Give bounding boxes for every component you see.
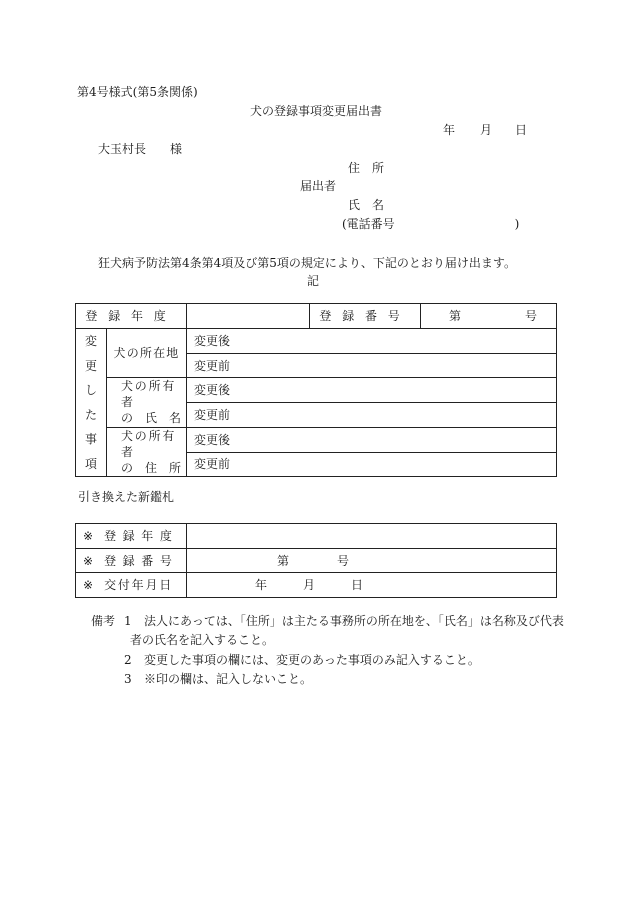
owner-address-after-input[interactable] (187, 427, 557, 452)
owner-address-label (107, 427, 187, 477)
issue-date-input[interactable] (187, 573, 557, 598)
reg-year-input[interactable] (187, 304, 310, 329)
remarks-label: 備考 (91, 614, 116, 628)
after-label: 変更後 (194, 432, 231, 447)
mark-asterisk: ※ (83, 553, 94, 568)
date-month-label: 月 (480, 123, 493, 137)
date-day-label: 日 (515, 123, 528, 137)
issue-date-label: 交付年月日 (104, 578, 174, 592)
owner-address-after-row (76, 427, 557, 452)
new-reg-number-label-cell (76, 549, 187, 573)
owner-name-label-line2: の 氏 名 (121, 411, 182, 426)
changed-items-char: 更 (84, 358, 97, 373)
before-label: 変更前 (194, 407, 231, 422)
issue-date-label-cell (76, 573, 187, 598)
new-reg-year-input[interactable] (187, 524, 557, 549)
owner-name-after-row (76, 378, 557, 403)
issue-year-label: 年 (255, 578, 268, 592)
number-dai: 第 (449, 309, 462, 323)
ki-marker: 記 (307, 274, 320, 288)
mark-asterisk: ※ (83, 578, 94, 592)
phone-label: (電話番号 ) (342, 217, 520, 231)
reg-year-label: 登録年度 (85, 309, 177, 323)
before-label: 変更前 (194, 358, 231, 373)
new-reg-number-label: 登録番号 (104, 553, 179, 568)
owner-address-label-line2: の 住 所 (121, 460, 182, 475)
remark-number: 2 (124, 653, 132, 667)
location-before-input[interactable] (187, 354, 557, 378)
location-after-row (76, 329, 557, 354)
registration-row (76, 304, 557, 329)
remark-text: 法人にあっては、「住所」は主たる事務所の所在地を、「氏名」は名称及び代表 (144, 614, 564, 628)
changed-items-char: た (84, 407, 97, 422)
mark-asterisk: ※ (83, 529, 94, 543)
number-dai: 第 (277, 553, 290, 568)
changed-items-char: し (84, 383, 97, 398)
reg-year-label-cell (76, 304, 187, 329)
issue-day-label: 日 (351, 578, 364, 592)
new-tag-heading: 引き換えた新鑑札 (78, 490, 175, 504)
after-label: 変更後 (194, 383, 231, 398)
before-label: 変更前 (194, 457, 231, 472)
owner-name-after-input[interactable] (187, 378, 557, 403)
date-year-label: 年 (443, 123, 456, 137)
number-go: 号 (337, 553, 350, 568)
new-reg-year-row (76, 524, 557, 549)
applicant-role-label: 届出者 (300, 179, 337, 193)
reg-number-label-cell (310, 304, 421, 329)
remark-number: 1 (124, 614, 132, 628)
addressee: 大玉村長 様 (98, 142, 183, 156)
changed-items-label (76, 329, 107, 477)
after-label: 変更後 (194, 334, 231, 348)
reg-number-input[interactable] (421, 304, 557, 329)
number-go: 号 (525, 309, 538, 323)
remark-number: 3 (124, 672, 132, 686)
owner-name-before-input[interactable] (187, 403, 557, 427)
document-title: 犬の登録事項変更届出書 (250, 104, 383, 118)
location-after-input[interactable] (187, 329, 557, 354)
new-reg-number-input[interactable] (187, 549, 557, 573)
statement: 狂犬病予防法第4条第4項及び第5項の規定により、下記のとおり届け出ます。 (98, 256, 516, 270)
new-reg-year-label-cell (76, 524, 187, 549)
remark-text-continued: 者の氏名を記入すること。 (130, 633, 275, 647)
form-reference: 第4号様式(第5条関係) (77, 85, 198, 99)
new-reg-number-row (76, 549, 557, 573)
owner-address-before-input[interactable] (187, 452, 557, 476)
name-label: 氏 名 (348, 198, 385, 212)
owner-address-label-line1: 犬の所有者 (121, 428, 177, 459)
address-label: 住 所 (348, 161, 385, 175)
changed-items-char: 事 (84, 432, 97, 447)
registration-change-table (75, 303, 557, 477)
remark-text: ※印の欄は、記入しないこと。 (144, 672, 313, 686)
changed-items-char: 項 (84, 456, 97, 471)
owner-name-label (107, 378, 187, 428)
remark-text: 変更した事項の欄には、変更のあった事項のみ記入すること。 (144, 653, 480, 667)
dog-location-label: 犬の所在地 (107, 329, 187, 378)
issue-date-row (76, 573, 557, 598)
new-reg-year-label: 登録年度 (104, 529, 179, 543)
owner-name-label-line1: 犬の所有者 (121, 379, 177, 410)
issue-month-label: 月 (303, 578, 316, 592)
changed-items-char: 変 (84, 334, 97, 349)
reg-number-label: 登録番号 (319, 309, 411, 323)
new-tag-table (75, 523, 557, 598)
